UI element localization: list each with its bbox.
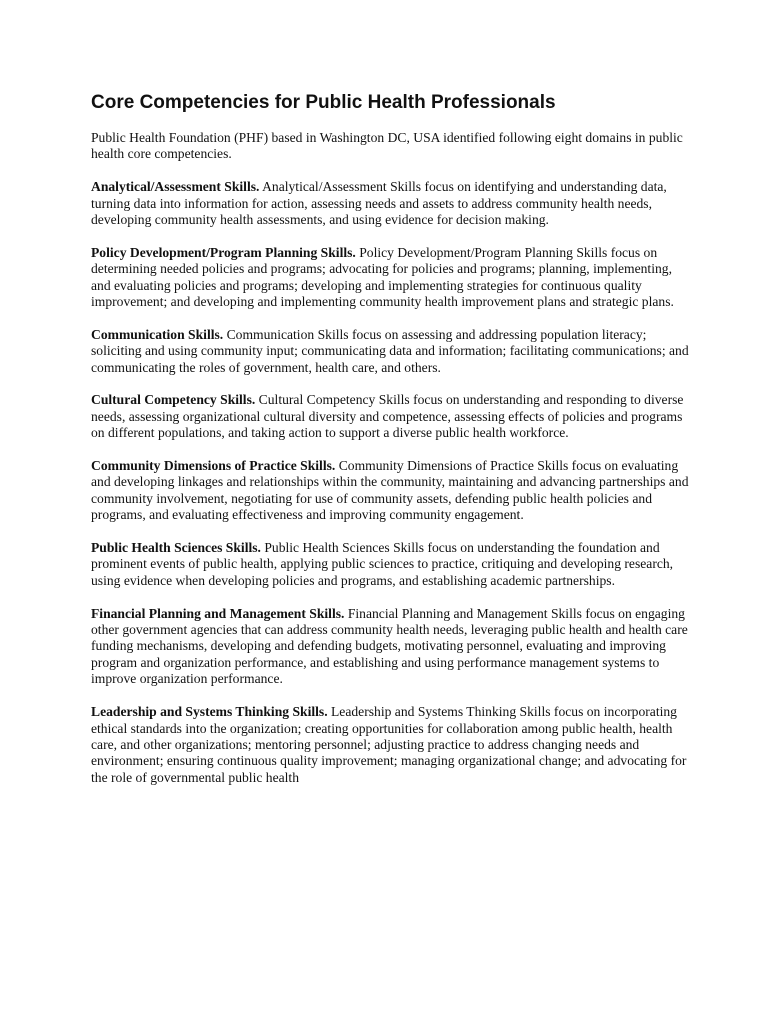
domain-heading: Public Health Sciences Skills. (91, 540, 261, 556)
domain-description: Analytical/Assessment Skills focus on identifying and understanding data, turning data into information for action, assessing needs and assets to address community health needs, developing community health assessments, and using evidence for decision making. (91, 179, 667, 228)
document-title: Core Competencies for Public Health Professionals (91, 92, 556, 113)
domain-analytical-assessment (91, 179, 691, 228)
domain-description: Community Dimensions of Practice Skills focus on evaluating and developing linkages and relationships within the community, maintaining and advancing partnerships and community involvement, negotiating for use of community assets, defending public health policies and programs, and evaluating effectiveness and improving community engagement. (91, 458, 689, 523)
domain-heading: Leadership and Systems Thinking Skills. (91, 704, 328, 720)
domain-description: Leadership and Systems Thinking Skills focus on incorporating ethical standards into the organization; creating opportunities for collaboration among public health, health care, and other organizations; mentoring personnel; adjusting practice to address changing needs and environment; ensuring continuous quality improvement; managing organizational change; and advocating for the role of governmental public health (91, 704, 687, 785)
domain-public-health-sciences (91, 540, 691, 589)
domain-description: Policy Development/Program Planning Skills focus on determining needed policies and programs; advocating for policies and programs; planning, implementing, and evaluating policies and programs; developing and implementing strategies for continuous quality improvement; and developing and implementing community health improvement plans and strategic plans. (91, 244, 674, 310)
domain-policy-development (91, 245, 691, 311)
domain-heading: Analytical/Assessment Skills. (91, 179, 260, 195)
domain-heading: Communication Skills. (91, 326, 224, 342)
domain-leadership-systems (91, 704, 691, 786)
domain-community-dimensions (91, 458, 691, 524)
domain-heading: Financial Planning and Management Skills. (91, 605, 345, 621)
domain-description: Public Health Sciences Skills focus on understanding the foundation and prominent events of public health, applying public sciences to practice, critiquing and developing research, using evidence when developing policies and programs, and establishing academic partnerships. (91, 540, 674, 588)
domain-communication (91, 327, 691, 376)
intro-paragraph: Public Health Foundation (PHF) based in Washington DC, USA identified following eight domains in public health core competencies. (91, 130, 683, 162)
domain-heading: Community Dimensions of Practice Skills. (91, 458, 336, 474)
domain-heading: Cultural Competency Skills. (91, 392, 256, 408)
domain-cultural-competency (91, 392, 691, 441)
domain-description: Communication Skills focus on assessing and addressing population literacy; soliciting and using community input; communicating data and information; facilitating communications; and communicating the roles of government, health care, and others. (91, 326, 689, 375)
document-page (91, 88, 691, 803)
domain-description: Financial Planning and Management Skills focus on engaging other government agencies that can address community health needs, leveraging public health and health care funding mechanisms, developing and defending budgets, motivating personnel, evaluating and improving program and organization performance, and establishing and using performance management systems to improve organization performance. (91, 605, 688, 687)
domain-financial-planning (91, 606, 691, 688)
domain-description: Cultural Competency Skills focus on understanding and responding to diverse needs, assessing organizational cultural diversity and competence, assessing effects of policies and programs on different populations, and taking action to support a diverse public health workforce. (91, 392, 684, 441)
domain-heading: Policy Development/Program Planning Skills. (91, 244, 356, 260)
